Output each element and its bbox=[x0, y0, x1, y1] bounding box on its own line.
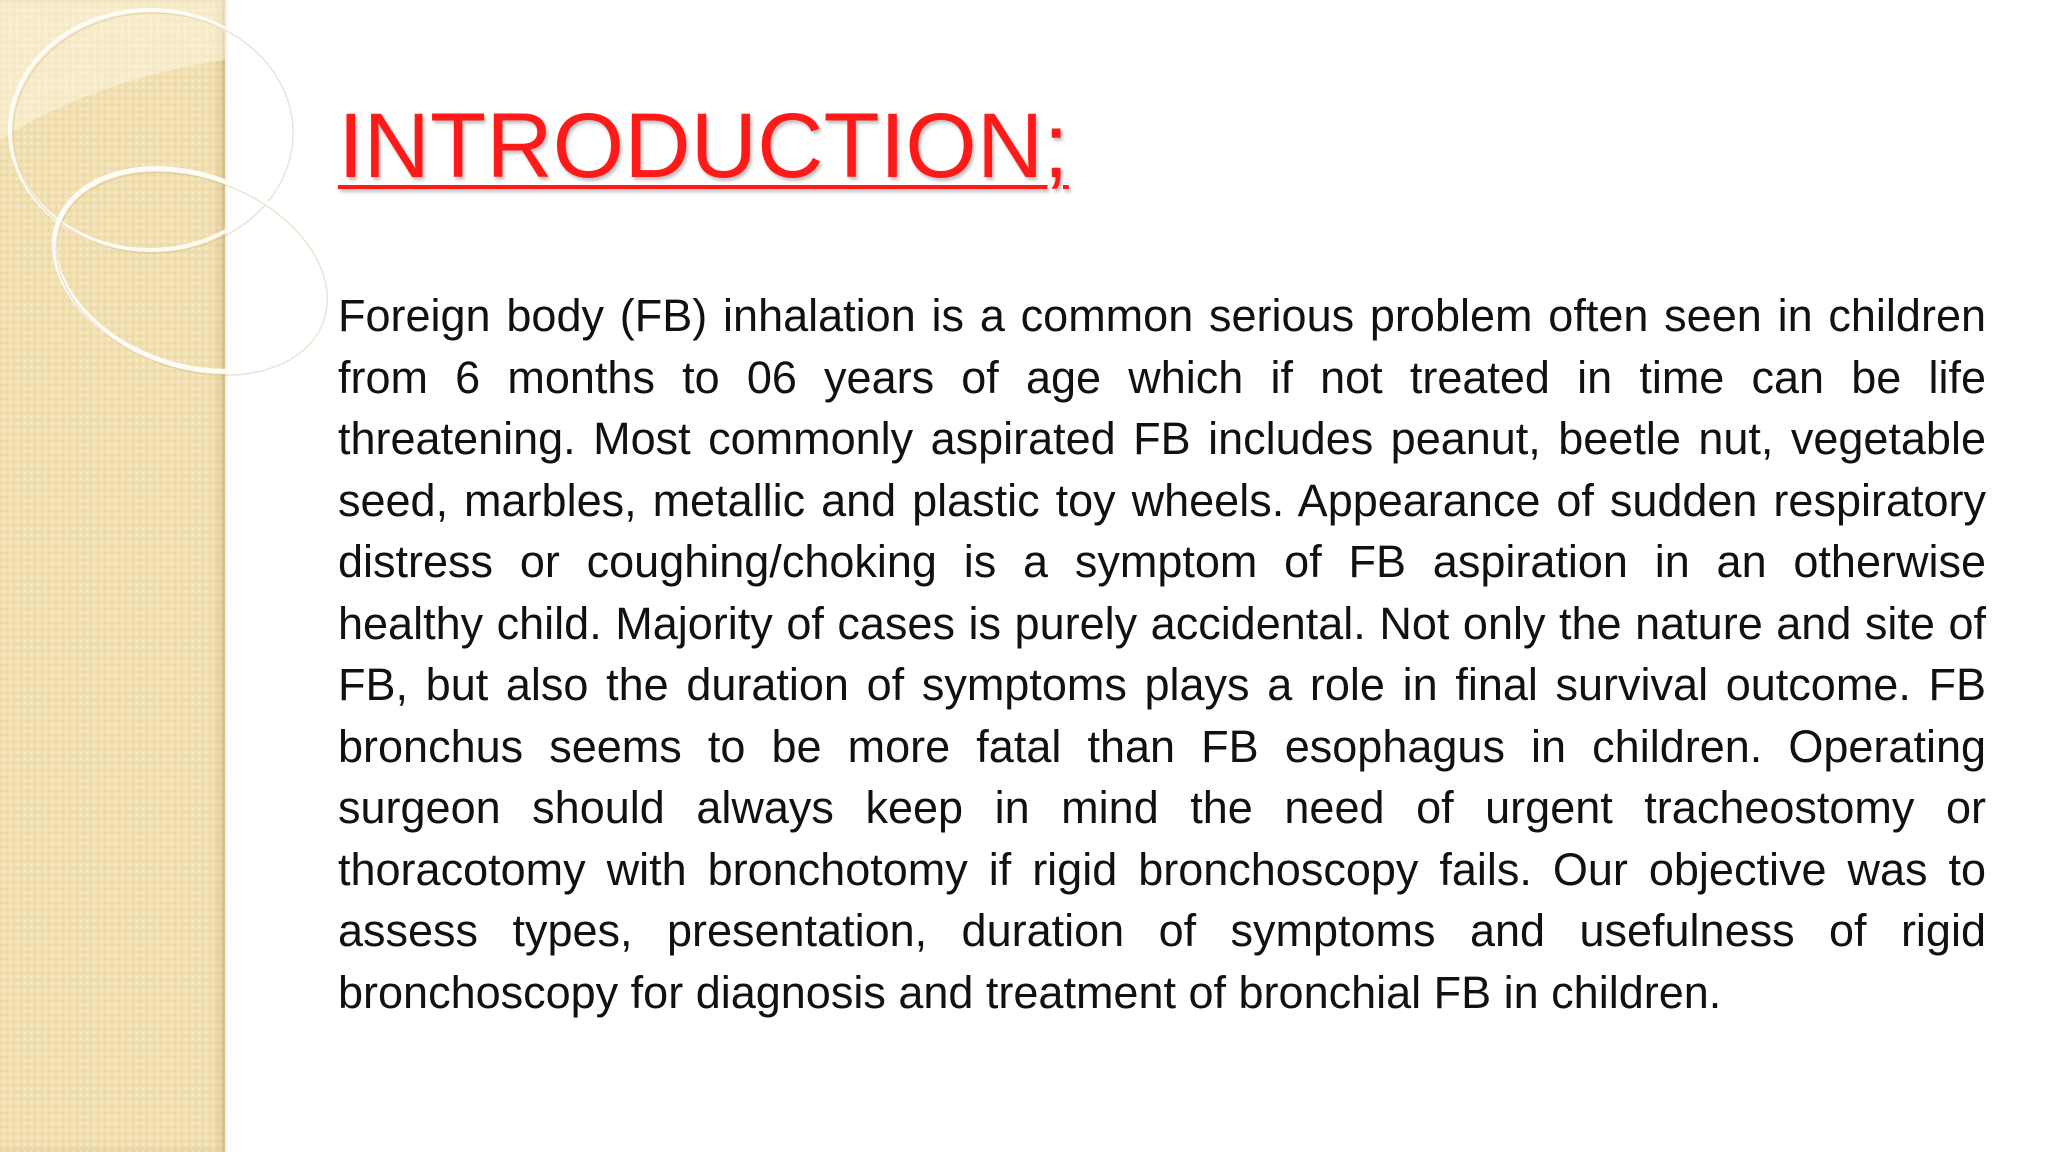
slide-title: INTRODUCTION; bbox=[338, 95, 1069, 197]
slide-body-paragraph: Foreign body (FB) inhalation is a common serious problem often seen in children from 6 months to 06 years of age which if not treated in time can be life threatening. Most commonly aspirated FB includes peanut, beetle nut, vegetable seed, marbles, metallic and plastic toy wheels. Appearance of sudden respiratory distress or coughing/choking is a symptom of FB aspiration in an otherwise healthy child. Majority of cases is purely accidental. Not only the nature and site of FB, but also the duration of symptoms plays a role in final survival outcome. FB bronchus seems to be more fatal than FB esophagus in children. Operating surgeon should always keep in mind the need of urgent tracheostomy or thoracotomy with bronchotomy if rigid bronchoscopy fails. Our objective was to assess types, presentation, duration of symptoms and usefulness of rigid bronchoscopy for diagnosis and treatment of bronchial FB in children. bbox=[338, 290, 1986, 1018]
slide-content bbox=[338, 0, 1986, 1152]
